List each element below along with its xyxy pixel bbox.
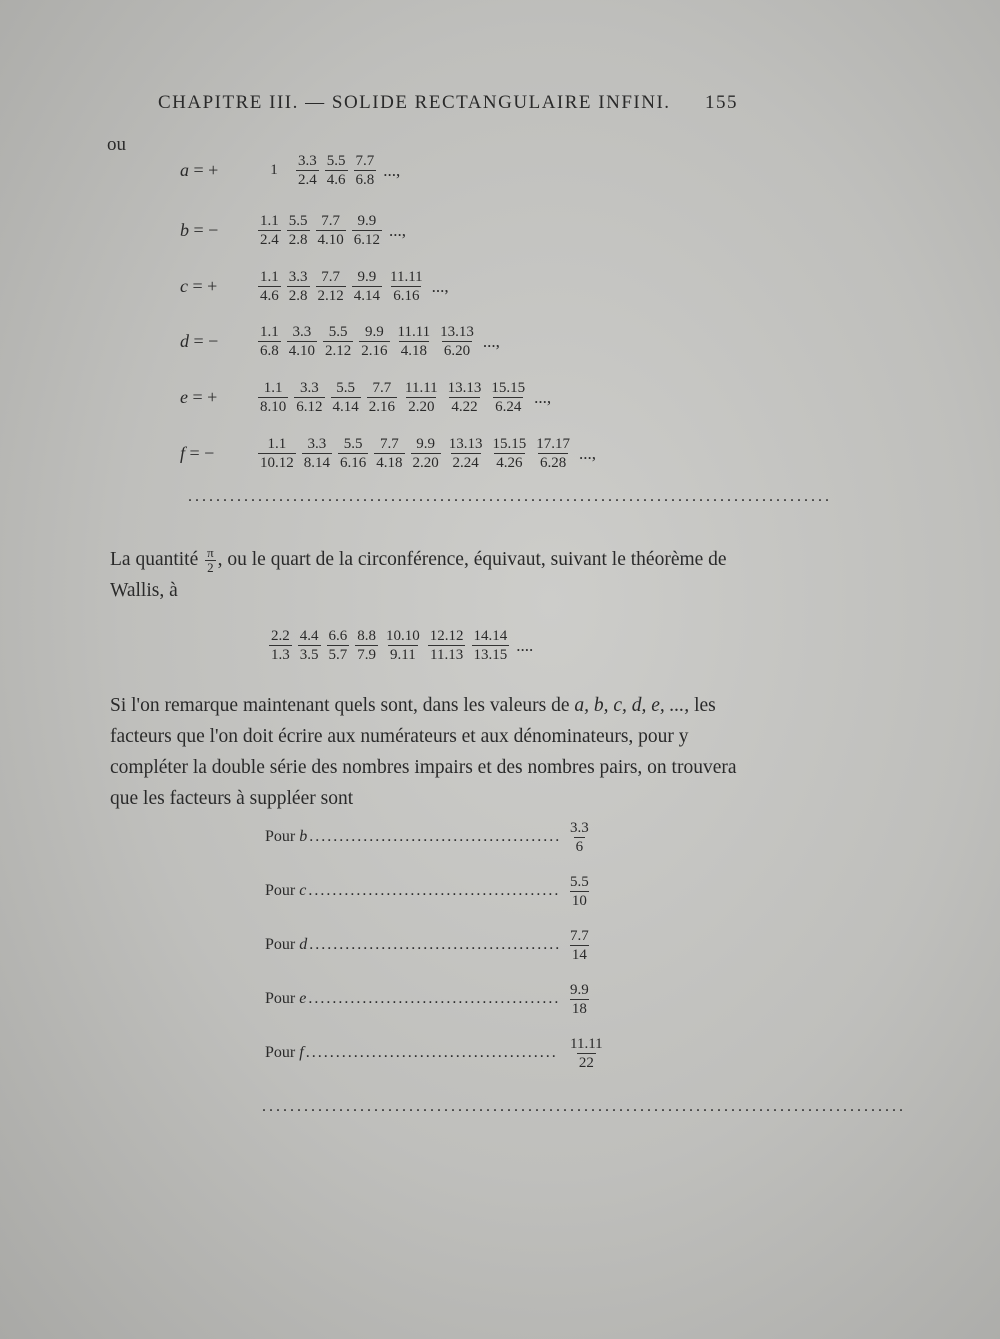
variable-name: d [180,331,189,351]
page-header [158,92,738,114]
fraction [411,435,441,472]
numerator: 13.13 [448,436,483,452]
variable-name: f [180,443,186,463]
denominator: 6.8 [260,343,279,359]
denominator: 4.6 [326,172,346,188]
denominator: 1.3 [271,647,290,663]
dotted-separator: ............................................................................................ [188,488,832,505]
numerator: 7.7 [372,380,392,396]
pour-leader-dots: .......................................... [305,1044,558,1061]
paragraph-wallis [110,544,750,606]
fraction [258,268,281,305]
denominator: 4.6 [260,288,279,304]
denominator: 2.4 [298,172,317,188]
para1-after: , ou le quart de la circonférence, équivaut, suivant le théorème de Wallis, à [110,549,727,602]
numerator: 4.4 [299,628,319,644]
pour-word: Pour [265,1044,300,1061]
numerator: 2.2 [271,628,290,644]
fraction [491,435,529,472]
fraction [298,627,321,664]
fraction [316,268,346,305]
leading-one: 1 [270,162,278,178]
numerator: 3.3 [570,819,589,836]
denominator: 10.12 [260,455,294,471]
numerator: 17.17 [536,436,570,452]
fraction [352,268,382,305]
pi-over-two-fraction [205,546,216,575]
denominator: 4.26 [496,455,523,471]
numerator: 7.7 [355,153,375,169]
pi-numerator: π [207,545,214,561]
numerator: 1.1 [260,269,279,285]
numerator: 9.9 [357,213,377,229]
denominator: 4.14 [353,288,380,304]
numerator: 7.7 [321,213,340,229]
fraction [258,435,296,472]
fraction [323,323,353,360]
pour-label [265,990,306,1008]
equation-terms [255,152,400,189]
fraction [294,379,324,416]
denominator: 14 [571,946,587,963]
fraction [359,323,389,360]
fraction [403,379,440,416]
numerator: 9.9 [416,436,435,452]
denominator: 11.13 [430,647,464,663]
fraction [447,435,485,472]
fraction [354,152,377,189]
numerator: 5.5 [288,213,308,229]
denominator: 6 [575,838,584,855]
denominator: 18 [571,1000,587,1017]
ellipsis: ..., [383,160,401,180]
numerator: 3.3 [292,324,312,340]
paragraph-factors [110,690,750,814]
pour-variable: b [299,828,308,845]
ou-word: ou [107,134,126,155]
equals-sign: = + [188,387,218,407]
denominator: 4.10 [317,232,344,248]
denominator: 8.14 [303,455,330,471]
equation-terms [255,435,596,472]
variable-name: e [180,387,188,407]
ellipsis: ..., [389,220,406,240]
final-dotted-separator: ............................................................................................ [262,1098,906,1115]
numerator: 3.3 [288,269,308,285]
denominator: 4.22 [451,399,478,415]
equals-sign: = + [188,276,218,296]
fraction [352,212,382,249]
fraction [446,379,484,416]
equation-terms [255,379,551,416]
pour-word: Pour [265,828,300,845]
pour-label [265,1044,304,1062]
equation-lhs [180,443,255,464]
ellipsis: ..., [534,387,552,407]
pour-label [265,936,307,954]
numerator: 8.8 [357,628,376,644]
ellipsis: .... [516,635,534,655]
page-number: 155 [705,92,738,113]
ellipsis: ..., [431,276,449,296]
pour-row [265,873,605,909]
pour-variable: c [299,882,307,899]
numerator: 13.13 [440,324,474,340]
numerator: 7.7 [321,269,340,285]
fraction [296,152,319,189]
chapter-title: CHAPITRE III. — SOLIDE RECTANGULAIRE INFINI. [158,92,671,113]
numerator: 12.12 [429,628,464,644]
denominator: 6.16 [393,288,420,304]
fraction [258,212,281,249]
equation-terms [255,323,500,360]
ellipsis: ..., [482,331,500,351]
pour-leader-dots: .......................................... [309,828,562,845]
numerator: 5.5 [328,324,348,340]
denominator: 6.28 [540,455,567,471]
denominator: 10 [571,892,587,909]
denominator: 4.18 [400,343,427,359]
equation-lhs [180,160,255,181]
pour-variable: e [299,990,307,1007]
fraction [331,379,361,416]
denominator: 22 [578,1054,594,1071]
denominator: 6.16 [340,455,367,471]
denominator: 9.11 [390,647,416,663]
fraction [568,1035,605,1072]
numerator: 3.3 [307,436,327,452]
denominator: 4.10 [288,343,315,359]
denominator: 6.20 [443,343,471,359]
fraction [568,927,591,964]
numerator: 3.3 [298,153,317,169]
denominator: 2.4 [260,232,279,248]
denominator: 13.15 [473,647,508,663]
numerator: 9.9 [570,981,589,998]
fraction [338,435,368,472]
pour-word: Pour [265,990,300,1007]
fraction [388,268,425,305]
denominator: 4.14 [332,399,359,415]
fraction [384,627,422,664]
para1-before: La quantité [110,549,199,570]
fraction [489,379,527,416]
pour-leader-dots: .......................................... [308,882,561,899]
numerator: 9.9 [365,324,384,340]
denominator: 5.7 [328,647,348,663]
fraction [287,323,317,360]
equation-terms [255,268,449,305]
equation-row [180,268,449,305]
fraction [568,981,591,1018]
denominator: 7.9 [357,647,376,663]
equals-sign: = − [189,220,219,240]
denominator: 2.12 [325,343,352,359]
numerator: 7.7 [570,927,589,944]
para2-text1: Si l'on remarque maintenant quels sont, dans les valeurs de [110,695,570,716]
equation-terms [255,212,406,249]
equation-lhs [180,387,255,408]
fraction [367,379,397,416]
wallis-product [266,627,533,664]
fraction [302,435,332,472]
denominator: 2.12 [317,288,344,304]
fraction [258,379,288,416]
pour-row [265,819,605,855]
equation-lhs [180,220,255,241]
variable-name: a [180,160,189,180]
pour-label [265,882,306,900]
numerator: 13.13 [447,380,482,396]
fraction [568,819,591,856]
denominator: 2.8 [288,288,308,304]
numerator: 15.15 [492,436,527,452]
pi-denominator: 2 [207,560,214,576]
numerator: 6.6 [328,628,348,644]
denominator: 6.8 [355,172,375,188]
numerator: 11.11 [405,380,438,396]
numerator: 3.3 [300,380,319,396]
equals-sign: = − [185,443,215,463]
denominator: 6.12 [296,399,323,415]
equation-row [180,323,500,360]
fraction [568,873,591,910]
para2-vars1: a, b, [574,695,609,716]
fraction [287,212,310,249]
numerator: 1.1 [260,213,279,229]
equation-row [180,435,596,472]
denominator: 2.16 [361,343,388,359]
fraction [355,627,378,664]
fraction [472,627,510,664]
fraction [374,435,404,472]
denominator: 2.24 [452,455,479,471]
denominator: 6.24 [495,399,522,415]
numerator: 1.1 [263,380,283,396]
fraction [258,323,281,360]
denominator: 8.10 [260,399,287,415]
numerator: 7.7 [380,436,399,452]
numerator: 10.10 [386,628,420,644]
equals-sign: = + [189,160,219,180]
numerator: 9.9 [357,269,377,285]
equation-row [180,379,551,416]
fraction [438,323,476,360]
numerator: 5.5 [570,873,589,890]
variable-name: b [180,220,189,240]
denominator: 6.12 [353,232,380,248]
denominator: 4.18 [376,455,403,471]
numerator: 15.15 [491,380,526,396]
numerator: 1.1 [260,324,279,340]
equation-lhs [180,331,255,352]
para2-text2: les facteurs que l'on doit écrire aux numérateurs et aux dénominateurs, pour y compléter la double série des nombres impairs et des nombres pairs, on trouvera que les facteurs à suppléer sont [110,695,737,809]
pour-label [265,828,307,846]
pour-row [265,981,605,1017]
pour-row [265,927,605,963]
pour-variable: d [299,936,308,953]
ellipsis: ..., [579,443,596,463]
denominator: 2.20 [408,399,435,415]
pour-variable: f [299,1044,304,1061]
numerator: 5.5 [343,436,363,452]
numerator: 1.1 [267,436,287,452]
variable-name: c [180,276,188,296]
numerator: 11.11 [397,324,431,340]
equals-sign: = − [189,331,219,351]
pour-leader-dots: .......................................... [309,936,562,953]
pour-leader-dots: .......................................... [308,990,561,1007]
denominator: 3.5 [299,647,319,663]
fraction [316,212,346,249]
equation-row [180,212,406,249]
equation-lhs [180,276,255,297]
fraction [396,323,433,360]
numerator: 11.11 [390,269,423,285]
equation-row [180,152,400,189]
numerator: 5.5 [336,380,355,396]
fraction [428,627,466,664]
numerator: 14.14 [473,628,508,644]
pour-word: Pour [265,936,300,953]
numerator: 5.5 [326,153,346,169]
numerator: 11.11 [570,1035,603,1052]
pour-row [265,1035,605,1071]
fraction [534,435,572,472]
fraction [269,627,292,664]
fraction [287,268,310,305]
fraction [327,627,350,664]
denominator: 2.8 [288,232,308,248]
denominator: 2.16 [368,399,395,415]
pour-word: Pour [265,882,300,899]
para2-vars2: c, d, e, ..., [613,695,690,716]
denominator: 2.20 [412,455,439,471]
fraction [325,152,348,189]
